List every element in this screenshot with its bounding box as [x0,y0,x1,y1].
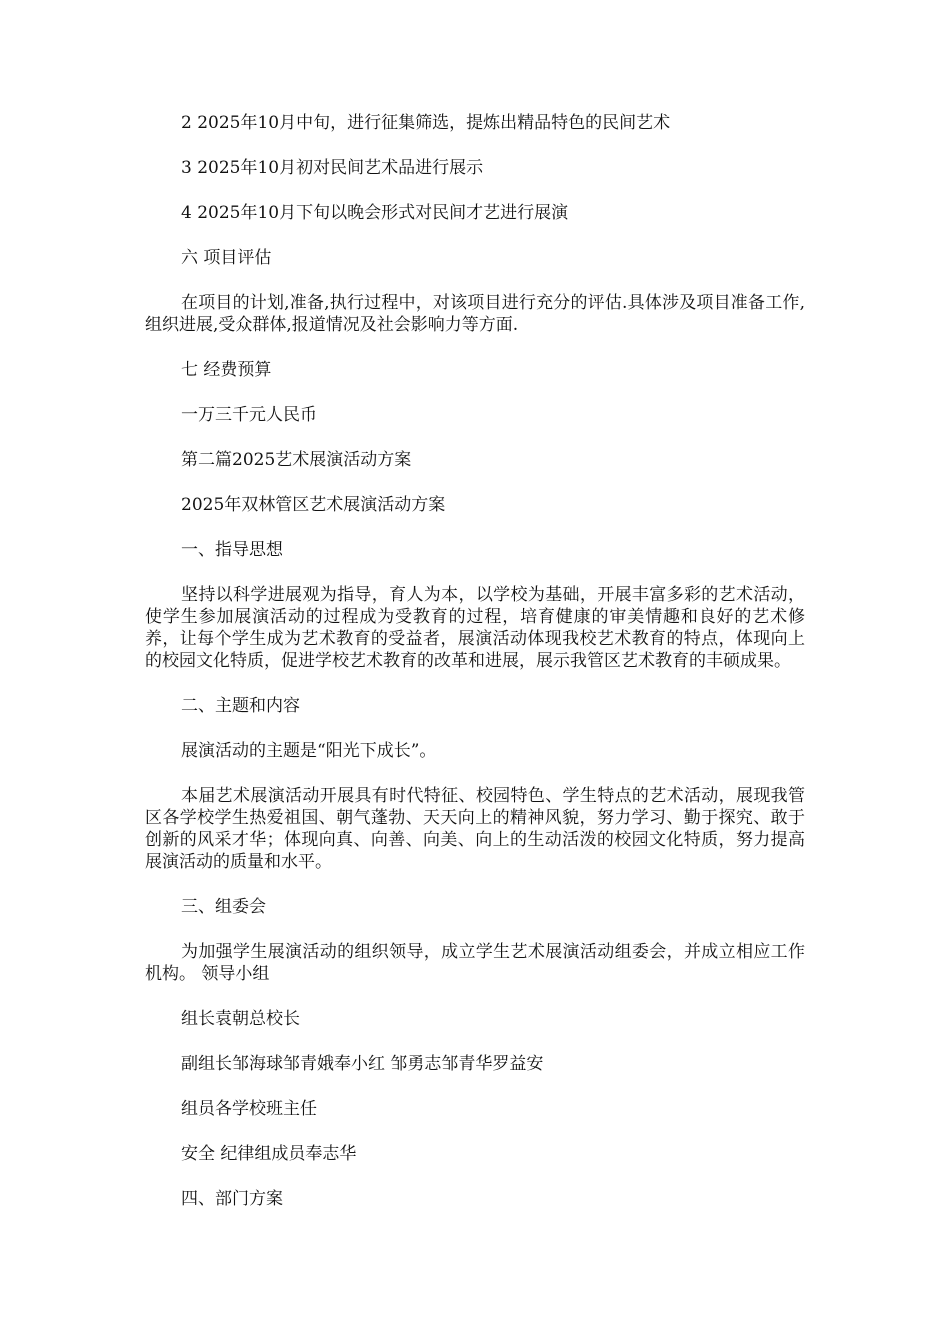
paragraph: 2 2025年10月中旬，进行征集筛选，提炼出精品特色的民间艺术 [181,113,671,133]
section-heading: 七 经费预算 [181,360,272,380]
paragraph: 一万三千元人民币 [181,405,317,425]
paragraph: 4 2025年10月下旬以晚会形式对民间才艺进行展演 [181,203,569,223]
paragraph: 在项目的计划,准备,执行过程中，对该项目进行充分的评估.具体涉及项目准备工作,组织进展,受众群体,报道情况及社会影响力等方面. [145,293,805,335]
section-heading: 四、部门方案 [181,1189,283,1209]
document-page [145,112,805,1233]
paragraph: 坚持以科学进展观为指导，育人为本，以学校为基础，开展丰富多彩的艺术活动，使学生参加展演活动的过程成为受教育的过程，培育健康的审美情趣和良好的艺术修养，让每个学生成为艺术教育的受益者，展演活动体现我校艺术教育的特点，体现向上的校园文化特质，促进学校艺术教育的改革和进展，展示我管区艺术教育的丰硕成果。 [145,585,805,671]
paragraph: 为加强学生展演活动的组织领导，成立学生艺术展演活动组委会，并成立相应工作机构。 领导小组 [145,942,805,984]
document-subtitle: 2025年双林管区艺术展演活动方案 [181,495,446,515]
section-heading: 二、主题和内容 [181,696,300,716]
paragraph: 组长袁朝总校长 [181,1009,300,1029]
section-heading: 三、组委会 [181,897,266,917]
section-heading: 六 项目评估 [181,248,272,268]
document-title: 第二篇2025艺术展演活动方案 [181,450,412,470]
paragraph: 安全 纪律组成员奉志华 [181,1144,357,1164]
paragraph: 本届艺术展演活动开展具有时代特征、校园特色、学生特点的艺术活动，展现我管区各学校学生热爱祖国、朝气蓬勃、天天向上的精神风貌，努力学习、勤于探究、敢于创新的风采才华；体现向真、向善、向美、向上的生动活泼的校园文化特质，努力提高展演活动的质量和水平。 [145,786,805,872]
paragraph: 3 2025年10月初对民间艺术品进行展示 [181,158,484,178]
paragraph: 组员各学校班主任 [181,1099,317,1119]
section-heading: 一、指导思想 [181,540,283,560]
paragraph: 展演活动的主题是“阳光下成长”。 [181,741,437,761]
paragraph: 副组长邹海球邹青娥奉小红 邹勇志邹青华罗益安 [181,1054,544,1074]
